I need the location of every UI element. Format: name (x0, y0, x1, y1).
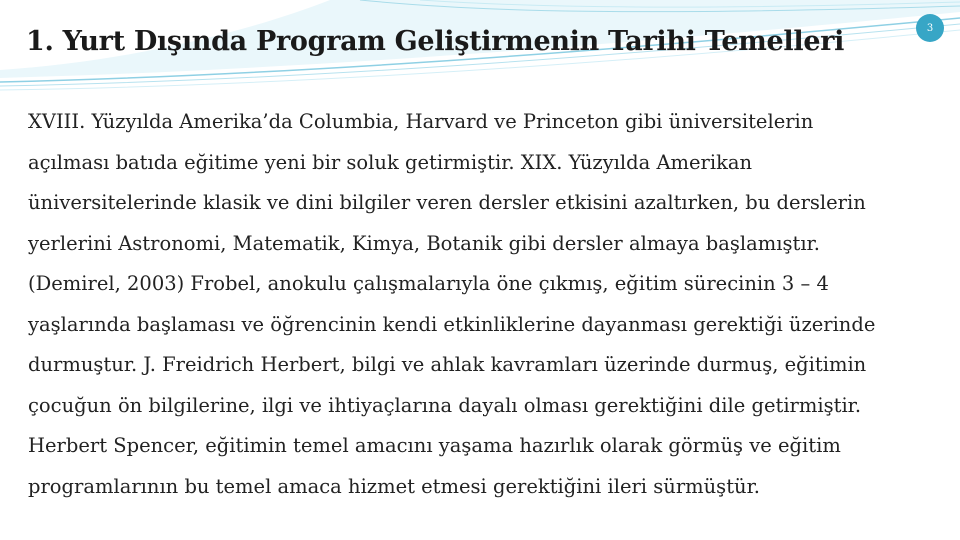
body-text (28, 102, 933, 507)
slide-title: 1. Yurt Dışında Program Geliştirmenin Tarihi Temelleri (26, 26, 845, 57)
body-line: (Demirel, 2003) Frobel, anokulu çalışmalarıyla öne çıkmış, eğitim sürecinin 3 – 4 (28, 272, 829, 295)
body-line: XVIII. Yüzyılda Amerika’da Columbia, Harvard ve Princeton gibi üniversitelerin (28, 110, 814, 133)
body-line: yerlerini Astronomi, Matematik, Kimya, Botanik gibi dersler almaya başlamıştır. (28, 231, 820, 255)
page-number-badge (916, 14, 944, 42)
body-line: üniversitelerinde klasik ve dini bilgiler veren dersler etkisini azaltırken, bu derslerin (28, 191, 866, 214)
body-line: Herbert Spencer, eğitimin temel amacını yaşama hazırlık olarak görmüş ve eğitim (28, 434, 841, 457)
body-line: programlarının bu temel amaca hizmet etmesi gerektiğini ileri sürmüştür. (28, 474, 760, 498)
page-number: 3 (926, 22, 934, 34)
body-line: açılması batıda eğitime yeni bir soluk getirmiştir. XIX. Yüzyılda Amerikan (28, 150, 753, 174)
body-line: çocuğun ön bilgilerine, ilgi ve ihtiyaçlarına dayalı olması gerektiğini dile getirmiştir. (28, 393, 862, 417)
body-line: durmuştur. J. Freidrich Herbert, bilgi ve ahlak kavramları üzerinde durmuş, eğitimin (28, 353, 867, 376)
body-line: yaşlarında başlaması ve öğrencinin kendi etkinliklerine dayanması gerektiği üzerinde (28, 312, 876, 336)
